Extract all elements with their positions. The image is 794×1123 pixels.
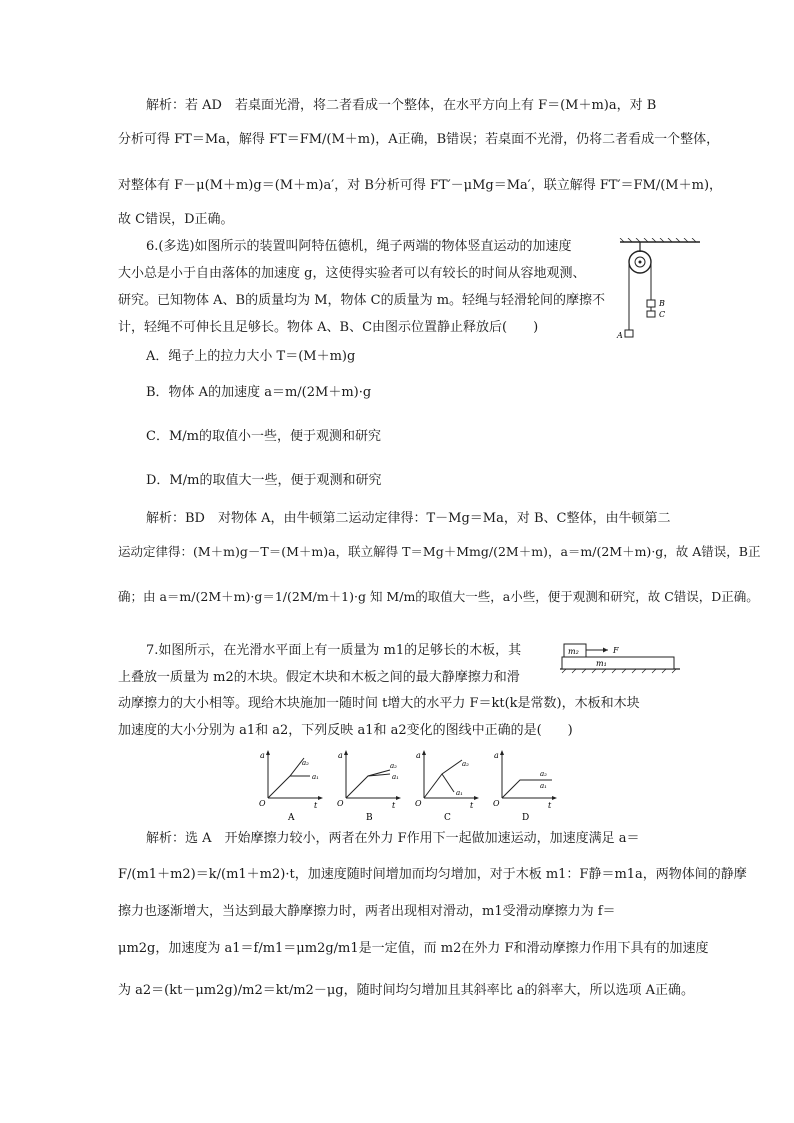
curve-label-upper: a₂ xyxy=(302,759,309,767)
force-label: F xyxy=(613,646,619,655)
y-axis-label: a xyxy=(494,751,499,760)
text-line: 故 C错误，D正确。 xyxy=(118,212,234,227)
curve-label-lower: a₁ xyxy=(540,782,547,790)
y-axis-label: a xyxy=(260,751,265,760)
label-a: A xyxy=(617,331,623,340)
text-line: 运动定律得：(M＋m)g－T＝(M＋m)a，联立解得 T＝Mg＋Mmg/(2M＋m)，a＝m/(2M＋m)·g，故 A错误，B正 xyxy=(118,544,761,559)
graph-c xyxy=(414,748,484,823)
label-b: B xyxy=(659,299,665,308)
x-axis-label: t xyxy=(470,801,474,810)
y-axis-label: a xyxy=(338,751,343,760)
text-line: 为 a2＝(kt－μm2g)/m2＝kt/m2－μg，随时间均匀增加且其斜率比 a的斜率大，所以选项 A正确。 xyxy=(118,983,694,998)
text-line: μm2g，加速度为 a1＝f/m1＝μm2g/m1是一定值，而 m2在外力 F和滑动摩擦力作用下具有的加速度 xyxy=(118,941,709,956)
curve-label-upper: a₂ xyxy=(462,760,469,768)
question-stem: 6.(多选)如图所示的装置叫阿特伍德机，绳子两端的物体竖直运动的加速度 xyxy=(146,239,572,254)
text-line: 解析：BD 对物体 A，由牛顿第二运动定律得：T－Mg＝Ma，对 B、C整体，由牛顿第二 xyxy=(146,511,671,526)
graph-options xyxy=(258,748,564,823)
graph-b xyxy=(336,748,406,823)
question-stem: 计，轻绳不可伸长且足够长。物体 A、B、C由图示位置静止释放后( ) xyxy=(118,320,539,335)
text-line: 对整体有 F－μ(M＋m)g＝(M＋m)a′，对 B分析可得 FT′－μMg＝Ma′，联立解得 FT′＝FM/(M＋m)， xyxy=(118,178,723,193)
curve-label-lower: a₁ xyxy=(312,773,319,781)
graph-a xyxy=(258,748,328,823)
x-axis-label: t xyxy=(314,801,318,810)
origin-label: O xyxy=(493,799,500,808)
block-board-figure xyxy=(558,640,682,674)
option-c: C．M/m的取值小一些，便于观测和研究 xyxy=(146,429,381,444)
graph-option-label: D xyxy=(522,813,530,823)
curve-label-lower: a₁ xyxy=(392,773,399,781)
text-line: 擦力也逐渐增大，当达到最大静摩擦力时，两者出现相对滑动，m1受滑动摩擦力为 f＝ xyxy=(118,904,616,919)
question-stem: 研究。已知物体 A、B的质量均为 M，物体 C的质量为 m。轻绳与轻滑轮间的摩擦不 xyxy=(118,293,606,308)
x-axis-label: t xyxy=(548,801,552,810)
curve-label-upper: a₂ xyxy=(390,762,397,770)
atwood-machine-figure xyxy=(612,238,708,348)
board-label-m1: m₁ xyxy=(596,659,607,668)
origin-label: O xyxy=(415,799,422,808)
question-stem: 上叠放一质量为 m2的木块。假定木块和木板之间的最大静摩擦力和滑 xyxy=(118,670,520,685)
option-a: A．绳子上的拉力大小 T＝(M＋m)g xyxy=(146,349,356,364)
text-line: 分析可得 FT＝Ma，解得 FT＝FM/(M＋m)，A正确，B错误；若桌面不光滑，仍将二者看成一个整体， xyxy=(118,132,720,147)
text-line: F/(m1＋m2)＝k/(m1＋m2)·t，加速度随时间增加而均匀增加，对于木板 m1：F静＝m1a，两物体间的静摩 xyxy=(118,867,747,882)
option-b: B．物体 A的加速度 a＝m/(2M＋m)·g xyxy=(146,385,372,400)
option-d: D．M/m的取值大一些，便于观测和研究 xyxy=(146,473,382,488)
graph-option-label: B xyxy=(366,813,373,823)
x-axis-label: t xyxy=(392,801,396,810)
question-stem: 大小总是小于自由落体的加速度 g，这使得实验者可以有较长的时间从容地观测、 xyxy=(118,266,586,281)
origin-label: O xyxy=(337,799,344,808)
question-stem: 动摩擦力的大小相等。现给木块施加一随时间 t增大的水平力 F＝kt(k是常数)，木板和木块 xyxy=(118,696,640,711)
text-line: 解析：选 A 开始摩擦力较小，两者在外力 F作用下一起做加速运动，加速度满足 a＝ xyxy=(146,831,640,846)
curve-label-upper: a₂ xyxy=(540,770,547,778)
label-c: C xyxy=(659,310,666,319)
text-line: 确；由 a＝m/(2M＋m)·g＝1/(2M/m＋1)·g 知 M/m的取值大一些，a小些，便于观测和研究，故 C错误，D正确。 xyxy=(118,589,759,604)
origin-label: O xyxy=(259,799,266,808)
graph-d xyxy=(492,748,564,823)
question-stem: 7.如图所示，在光滑水平面上有一质量为 m1的足够长的木板，其 xyxy=(146,643,522,658)
graph-option-label: A xyxy=(288,813,295,823)
question-stem: 加速度的大小分别为 a1和 a2，下列反映 a1和 a2变化的图线中正确的是( ) xyxy=(118,723,573,738)
text-line: 解析：若 AD 若桌面光滑，将二者看成一个整体，在水平方向上有 F＝(M＋m)a，对 B xyxy=(146,98,657,113)
y-axis-label: a xyxy=(416,751,421,760)
graph-option-label: C xyxy=(444,813,451,823)
curve-label-lower: a₁ xyxy=(456,789,463,797)
block-label-m2: m₂ xyxy=(568,647,579,656)
